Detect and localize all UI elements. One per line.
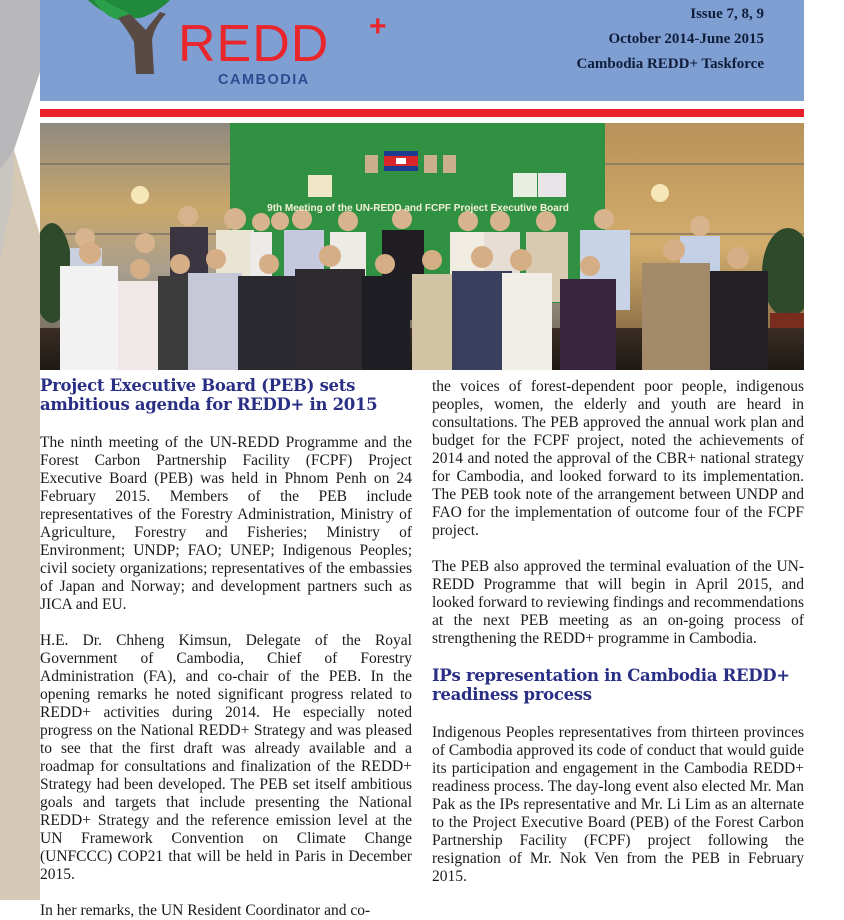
logo-subtitle: CAMBODIA (218, 72, 310, 88)
article-paragraph: The PEB also approved the terminal evaluation of the UN-REDD Programme that will begin in April 2015, and looked forward to reviewing findings and recommendations at the next PEB meeting as an on-going process of strengthening the REDD+ programme in Cambodia. (432, 558, 804, 647)
headline-line: ambitious agenda for REDD+ in 2015 (40, 395, 378, 414)
article-paragraph: The ninth meeting of the UN-REDD Programme and the Forest Carbon Partnership Facility (FCPF) Project Executive Board (PEB) was held in Phnom Penh on 24 February 2015. Members of the PEB include representatives of the Forestry Administration, Ministry of Agriculture, Forestry and Fisheries; Ministry of Environment; UNDP; FAO; UNEP; Indigenous Peoples; civil society organizations; representatives of the embassies of Japan and Norway; and development partners such as JICA and EU. (40, 434, 412, 613)
masthead (40, 0, 804, 101)
publisher: Cambodia REDD+ Taskforce (576, 56, 764, 72)
issue-period: October 2014-June 2015 (608, 31, 764, 47)
article-paragraph: the voices of forest-dependent poor people, indigenous peoples, women, the elderly and youth are heard in consultations. The PEB approved the annual work plan and budget for the FCPF project, noted the achievements of 2014 and noted the approval of the CBR+ national strategy for Cambodia, and looked forward to its implementation. The PEB took note of the arrangement between UNDP and FAO for the implementation of outcome four of the FCPF project. (432, 378, 804, 539)
group-photo (40, 123, 804, 370)
logo-wordmark: REDD (178, 15, 330, 73)
article-paragraph: H.E. Dr. Chheng Kimsun, Delegate of the Royal Government of Cambodia, Chief of Forestry Administration (FA), and co-chair of the PEB. In the opening remarks he noted significant progress related to REDD+ activities during 2014. He especially noted progress on the National REDD+ Strategy and was pleased to see that the first draft was already available and a roadmap for consultations and finalization of the REDD+ Strategy had been developed. The PEB set itself ambitious goals and targets that include presenting the National REDD+ Strategy and the reference emission level at the UN Framework Convention on Climate Change (UNFCCC) COP21 that will be held in Paris in December 2015. (40, 632, 412, 883)
logo-superscript: + (369, 10, 387, 43)
issue-number: Issue 7, 8, 9 (690, 6, 764, 22)
issue-info (577, 2, 764, 77)
article-headline-ips (432, 666, 804, 704)
headline-line: Project Executive Board (PEB) sets (40, 376, 356, 395)
red-divider (40, 109, 804, 117)
redd-cambodia-logo (86, 0, 387, 90)
photo-banner-text: 9th Meeting of the UN-REDD and FCPF Project Executive Board (267, 203, 569, 214)
headline-line: readiness process (432, 685, 592, 704)
article-left-column (40, 376, 412, 920)
article-headline-peb (40, 376, 412, 414)
headline-line: IPs representation in Cambodia REDD+ (432, 666, 790, 685)
left-margin-decoration (0, 0, 40, 900)
article-right-column (432, 376, 804, 886)
article-paragraph: In her remarks, the UN Resident Coordinator and co- (40, 902, 371, 919)
article-paragraph: Indigenous Peoples representatives from thirteen provinces of Cambodia approved its code of conduct that would guide its participation and engagement in the Cambodia REDD+ readiness process. The day-long event also elected Mr. Man Pak as the IPs representative and Mr. Li Lim as an alternate to the Project Executive Board (PEB) of the Forest Carbon Partnership Facility (FCPF) project following the resignation of Mr. Nok Ven from the PEB in February 2015. (432, 724, 804, 885)
